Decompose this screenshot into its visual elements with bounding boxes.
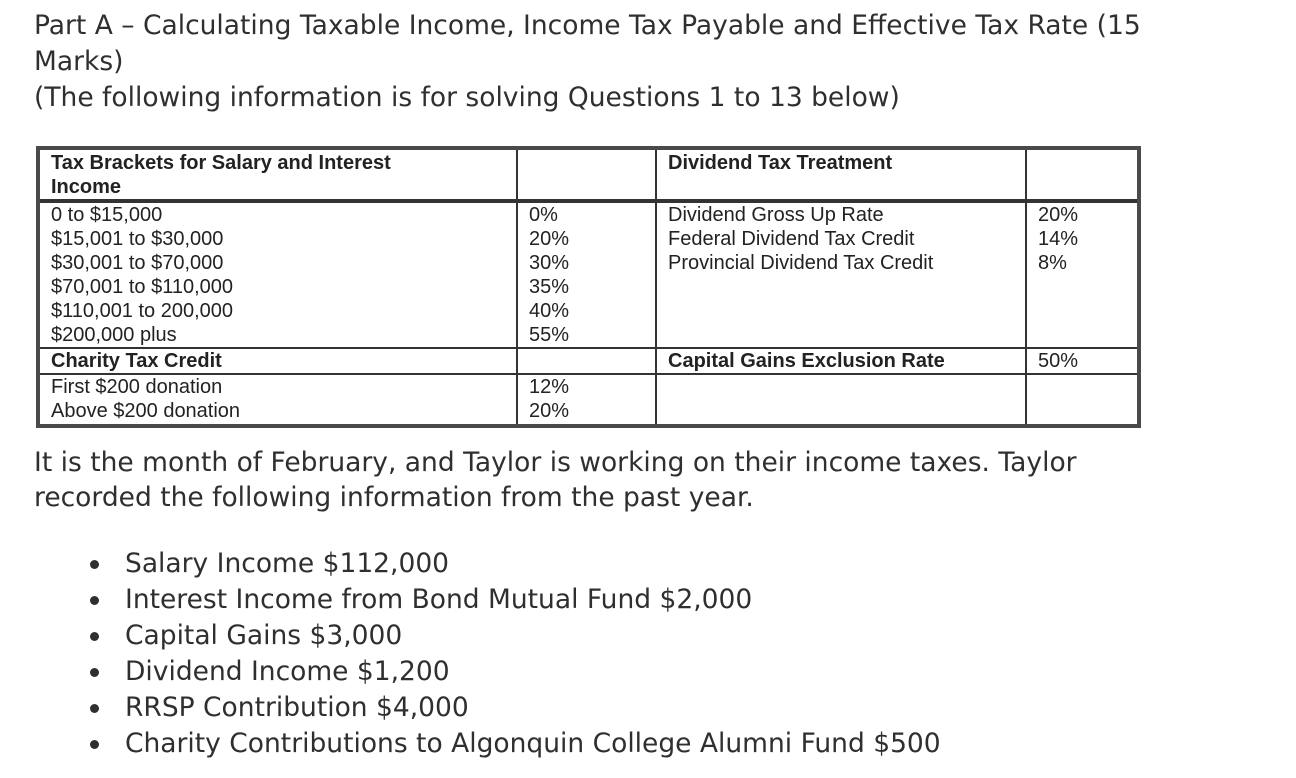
list-item: RRSP Contribution $4,000: [88, 690, 941, 726]
heading-line-1: Part A – Calculating Taxable Income, Income Tax Payable and Effective Tax Rate (15: [34, 10, 1141, 41]
list-item: Salary Income $112,000: [88, 546, 941, 582]
charity-header: Charity Tax Credit: [51, 350, 222, 372]
tax-info-table: [36, 146, 1141, 428]
list-item: Interest Income from Bond Mutual Fund $2,000: [88, 582, 941, 618]
tax-brackets-header-line: Income: [51, 176, 122, 198]
heading-line-2: Marks): [34, 46, 124, 77]
charity-label: Above $200 donation: [51, 400, 241, 422]
dividend-label: Provincial Dividend Tax Credit: [668, 252, 934, 274]
dividend-labels: [657, 203, 1025, 275]
bracket-rate: 20%: [529, 228, 570, 250]
dividend-rate: 8%: [1038, 252, 1067, 274]
dividend-rate: 14%: [1038, 228, 1079, 250]
list-item: Charity Contributions to Algonquin College Alumni Fund $500: [88, 726, 941, 762]
charity-rate: 12%: [529, 376, 570, 398]
bracket-rate: 30%: [529, 252, 570, 274]
dividend-label: Dividend Gross Up Rate: [668, 204, 884, 226]
bracket-range: $70,001 to $110,000: [51, 276, 234, 298]
dividend-rate: 20%: [1038, 204, 1079, 226]
bracket-range: $110,001 to 200,000: [51, 300, 234, 322]
bracket-rate: 40%: [529, 300, 570, 322]
intro-line-1: It is the month of February, and Taylor is working on their income taxes. Taylor: [34, 447, 1077, 478]
bracket-rate: 35%: [529, 276, 570, 298]
bracket-range: $30,001 to $70,000: [51, 252, 224, 274]
tax-brackets-header: [40, 151, 516, 199]
list-item: Capital Gains $3,000: [88, 618, 941, 654]
page-heading: [34, 8, 1234, 116]
column-divider: [655, 150, 657, 424]
bracket-rates: [518, 203, 655, 347]
intro-line-2: recorded the following information from the past year.: [34, 482, 754, 513]
bracket-ranges: [40, 203, 516, 347]
heading-line-3: (The following information is for solving Questions 1 to 13 below): [34, 82, 900, 113]
capital-gains-rate: 50%: [1038, 350, 1079, 372]
tax-brackets-header-line: Tax Brackets for Salary and Interest: [51, 152, 391, 174]
bracket-range: $200,000 plus: [51, 324, 177, 346]
list-item: Dividend Income $1,200: [88, 654, 941, 690]
column-divider: [1025, 150, 1027, 424]
bracket-rate: 0%: [529, 204, 558, 226]
dividend-rates: [1027, 203, 1141, 275]
capital-gains-label: Capital Gains Exclusion Rate: [668, 350, 945, 372]
dividend-label: Federal Dividend Tax Credit: [668, 228, 915, 250]
bracket-rate: 55%: [529, 324, 570, 346]
bracket-range: 0 to $15,000: [51, 204, 163, 226]
income-items-list: [88, 546, 941, 762]
bracket-range: $15,001 to $30,000: [51, 228, 224, 250]
dividend-header: Dividend Tax Treatment: [668, 152, 893, 174]
charity-rate: 20%: [529, 400, 570, 422]
charity-labels: [40, 375, 516, 423]
charity-label: First $200 donation: [51, 376, 223, 398]
intro-paragraph: [34, 445, 1234, 515]
charity-rates: [518, 375, 655, 423]
